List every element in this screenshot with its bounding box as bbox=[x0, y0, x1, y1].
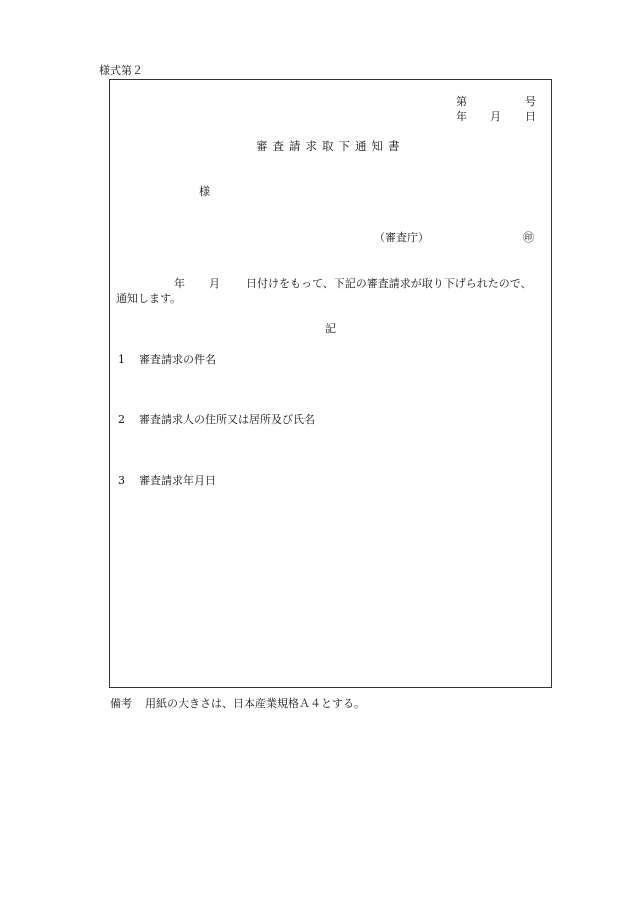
note-text: 用紙の大きさは、日本産業規格Ａ４とする。 bbox=[145, 697, 365, 710]
item-2-label: 審査請求人の住所又は居所及び氏名 bbox=[139, 413, 315, 426]
item-2-number: 2 bbox=[118, 413, 125, 426]
body-year-label: 年 bbox=[174, 277, 185, 290]
addressee-honorific: 様 bbox=[199, 185, 210, 198]
date-day-label: 日 bbox=[525, 110, 536, 123]
item-3-label: 審査請求年月日 bbox=[139, 474, 216, 487]
item-1-label: 審査請求の件名 bbox=[139, 353, 216, 366]
document-title: 審査請求取下通知書 bbox=[256, 139, 405, 153]
body-line-2: 通知します。 bbox=[116, 292, 182, 305]
issuer-agency: （審査庁） bbox=[374, 231, 429, 244]
number-suffix: 号 bbox=[525, 95, 536, 108]
date-month-label: 月 bbox=[490, 110, 501, 123]
ki-heading: 記 bbox=[325, 322, 336, 335]
item-1-number: 1 bbox=[118, 353, 125, 366]
date-year-label: 年 bbox=[456, 110, 467, 123]
item-3-number: 3 bbox=[118, 474, 125, 487]
number-prefix: 第 bbox=[456, 95, 467, 108]
note-label: 備考 bbox=[110, 697, 132, 710]
form-number: 様式第２ bbox=[99, 64, 143, 77]
body-line-1: 日付けをもって、下記の審査請求が取り下げられたので、 bbox=[246, 277, 532, 290]
document-frame bbox=[109, 79, 552, 688]
body-month-label: 月 bbox=[209, 277, 220, 290]
seal-mark: ㊞ bbox=[523, 231, 534, 244]
